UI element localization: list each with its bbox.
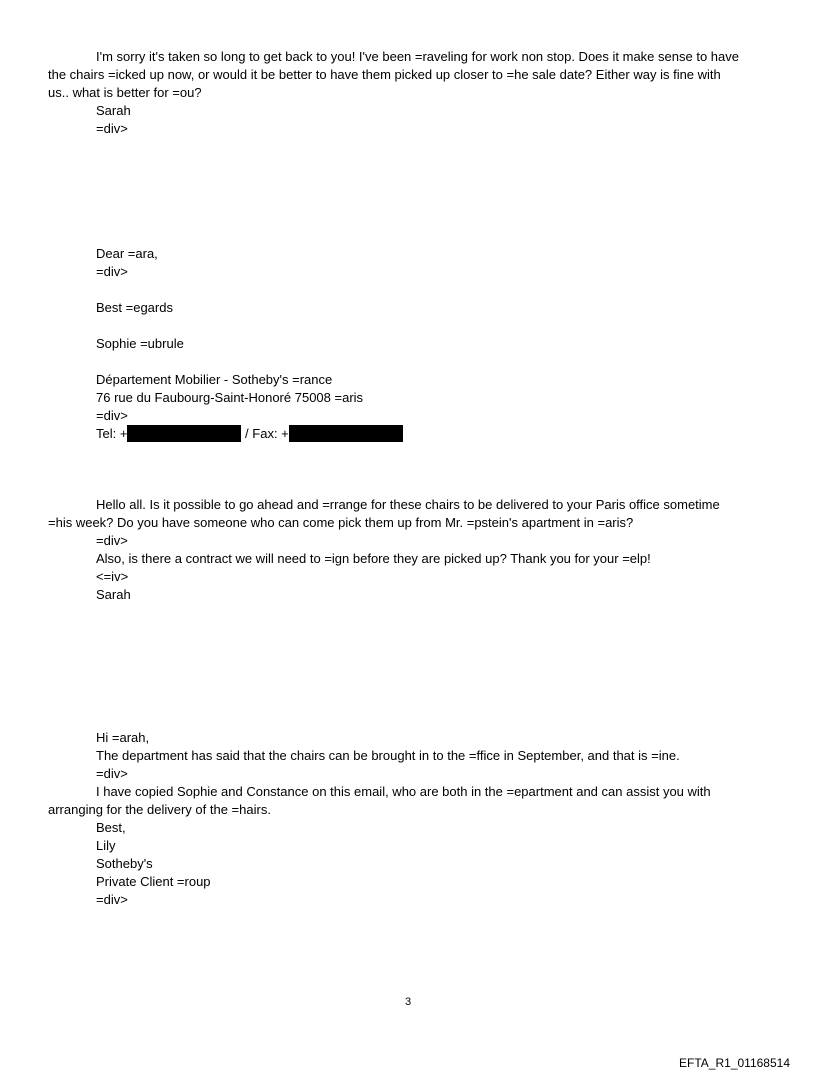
email2-contact-line bbox=[96, 425, 403, 443]
email4-line1: The department has said that the chairs can be brought in to the =ffice in September, and that is =ine. bbox=[96, 748, 680, 763]
email2-div-tag: =div> bbox=[96, 264, 128, 279]
page-number: 3 bbox=[404, 996, 412, 1008]
email4-line3: arranging for the delivery of the =hairs. bbox=[48, 802, 271, 817]
email2-div-tag-2: =div> bbox=[96, 408, 128, 423]
email1-line1: I'm sorry it's taken so long to get back to you! I've been =raveling for work non stop. Does it make sense to have bbox=[96, 49, 739, 64]
email4-div-tag-2: =div> bbox=[96, 892, 128, 907]
redaction-bar-fax bbox=[289, 425, 403, 442]
email3-div-tag: =div> bbox=[96, 533, 128, 548]
email2-department: Département Mobilier - Sotheby's =rance bbox=[96, 372, 333, 387]
email2-greeting: Dear =ara, bbox=[96, 246, 158, 261]
email4-closing: Best, bbox=[96, 820, 126, 835]
email2-closing: Best =egards bbox=[96, 300, 173, 315]
email3-line2: =his week? Do you have someone who can come pick them up from Mr. =pstein's apartment in =aris? bbox=[48, 515, 634, 530]
email4-group: Private Client =roup bbox=[96, 874, 211, 889]
email3-line3: Also, is there a contract we will need to =ign before they are picked up? Thank you for your =elp! bbox=[96, 551, 651, 566]
email2-sender: Sophie =ubrule bbox=[96, 336, 184, 351]
email1-line2: the chairs =icked up now, or would it be better to have them picked up closer to =he sale date? Either way is fine with bbox=[48, 67, 721, 82]
email1-div-tag: =div> bbox=[96, 121, 128, 136]
redaction-bar-tel bbox=[127, 425, 241, 442]
document-id: EFTA_R1_01168514 bbox=[679, 1056, 790, 1070]
email4-greeting: Hi =arah, bbox=[96, 730, 150, 745]
fax-label: / Fax: + bbox=[241, 426, 289, 441]
email1-signature: Sarah bbox=[96, 103, 131, 118]
email4-line2: I have copied Sophie and Constance on this email, who are both in the =epartment and can assist you with bbox=[96, 784, 711, 799]
email1-line3: us.. what is better for =ou? bbox=[48, 85, 202, 100]
tel-label: Tel: + bbox=[96, 426, 128, 441]
email4-company: Sotheby's bbox=[96, 856, 153, 871]
email3-div-tag-2: <=iv> bbox=[96, 569, 129, 584]
email4-div-tag: =div> bbox=[96, 766, 128, 781]
email3-line1: Hello all. Is it possible to go ahead and =rrange for these chairs to be delivered to your Paris office sometime bbox=[96, 497, 720, 512]
email4-name: Lily bbox=[96, 838, 116, 853]
email3-signature: Sarah bbox=[96, 587, 131, 602]
email2-address: 76 rue du Faubourg-Saint-Honoré 75008 =aris bbox=[96, 390, 364, 405]
